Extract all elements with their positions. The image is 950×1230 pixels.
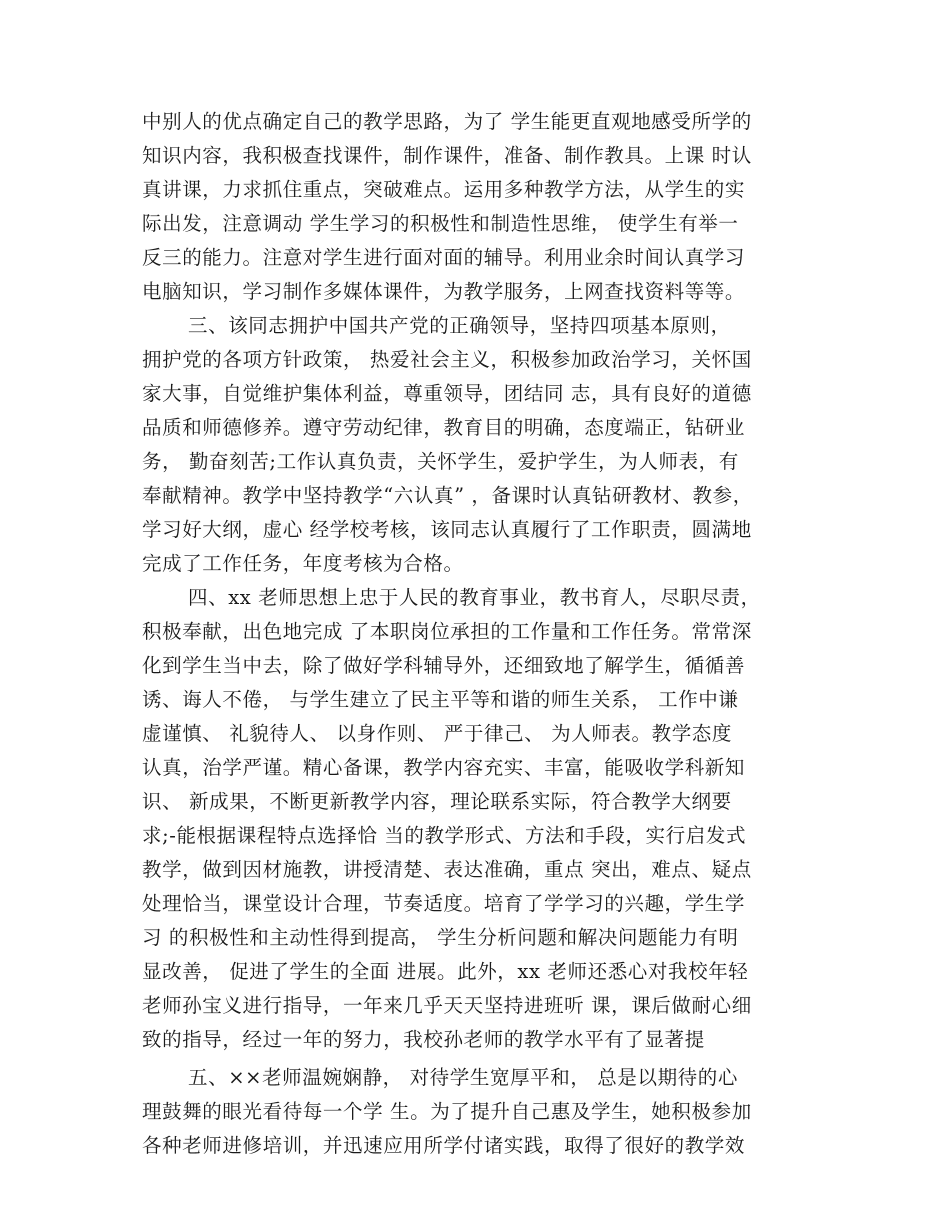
text-line: 奉献精神。教学中坚持教学“六认真” ，备课时认真钻研教材、教参， bbox=[142, 484, 753, 507]
text-line: 各种老师进修培训，并迅速应用所学付诸实践，取得了很好的教学效 bbox=[142, 1134, 746, 1157]
text-line: 品质和师德修养。遵守劳动纪律，教育目的明确，态度端正，钻研业 bbox=[142, 416, 746, 439]
text-line: 反三的能力。注意对学生进行面对面的辅导。利用业余时间认真学习 bbox=[142, 246, 746, 269]
text-line: 中别人的优点确定自己的教学思路，为了 学生能更直观地感受所学的 bbox=[142, 110, 752, 133]
text-line: 教学，做到因材施教，讲授清楚、表达准确，重点 突出，难点、疑点 bbox=[142, 858, 752, 881]
text-line: 真讲课，力求抓住重点，突破难点。运用多种教学方法，从学生的实 bbox=[142, 178, 746, 201]
paragraph-heading-4: 四、xx 老师思想上忠于人民的教育事业，教书育人，尽职尽责， bbox=[188, 586, 761, 609]
text-line: 化到学生当中去，除了做好学科辅导外，还细致地了解学生，循循善 bbox=[142, 654, 746, 677]
text-line: 老师孙宝义进行指导，一年来几乎天天坚持进班听 课，课后做耐心细 bbox=[142, 994, 752, 1017]
text-line: 求;-能根据课程特点选择恰 当的教学形式、方法和手段，实行启发式 bbox=[142, 824, 747, 847]
text-line: 知识内容，我积极查找课件，制作课件，准备、制作教具。上课 时认 bbox=[142, 144, 752, 167]
text-line: 认真，治学严谨。精心备课，教学内容充实、丰富，能吸收学科新知 bbox=[142, 756, 746, 779]
text-line: 电脑知识，学习制作多媒体课件，为教学服务，上网查找资料等等。 bbox=[142, 280, 746, 303]
paragraph-heading-5: 五、××老师温婉娴静， 对待学生宽厚平和， 总是以期待的心 bbox=[188, 1066, 738, 1089]
text-line: 拥护党的各项方针政策， 热爱社会主义，积极参加政治学习，关怀国 bbox=[142, 348, 752, 371]
text-line: 显改善， 促进了学生的全面 进展。此外，xx 老师还悉心对我校年轻 bbox=[142, 960, 749, 983]
text-line: 致的指导，经过一年的努力，我校孙老师的教学水平有了显著提 bbox=[142, 1028, 705, 1051]
text-line: 积极奉献，出色地完成 了本职岗位承担的工作量和工作任务。常常深 bbox=[142, 620, 752, 643]
text-line: 务， 勤奋刻苦;工作认真负责，关怀学生，爱护学生，为人师表，有 bbox=[142, 450, 739, 473]
paragraph-heading-3: 三、该同志拥护中国共产党的正确领导，坚持四项基本原则， bbox=[188, 314, 731, 337]
text-line: 学习好大纲，虚心 经学校考核，该同志认真履行了工作职责，圆满地 bbox=[142, 518, 752, 541]
text-line: 理鼓舞的眼光看待每一个学 生。为了提升自己惠及学生，她积极参加 bbox=[142, 1100, 752, 1123]
text-line: 家大事，自觉维护集体利益，尊重领导，团结同 志，具有良好的道德 bbox=[142, 382, 752, 405]
text-line: 处理恰当，课堂设计合理，节奏适度。培育了学学习的兴趣，学生学 bbox=[142, 892, 746, 915]
text-line: 虚谨慎、 礼貌待人、 以身作则、 严于律己、 为人师表。教学态度 bbox=[142, 722, 732, 745]
text-line: 完成了工作任务，年度考核为合格。 bbox=[142, 552, 464, 575]
text-line: 诱、诲人不倦， 与学生建立了民主平等和谐的师生关系， 工作中谦 bbox=[142, 688, 739, 711]
text-line: 识、 新成果，不断更新教学内容，理论联系实际，符合教学大纲要 bbox=[142, 790, 732, 813]
text-line: 际出发，注意调动 学生学习的积极性和制造性思维， 使学生有举一 bbox=[142, 212, 739, 235]
text-line: 习 的积极性和主动性得到提高， 学生分析问题和解决问题能力有明 bbox=[142, 926, 739, 949]
